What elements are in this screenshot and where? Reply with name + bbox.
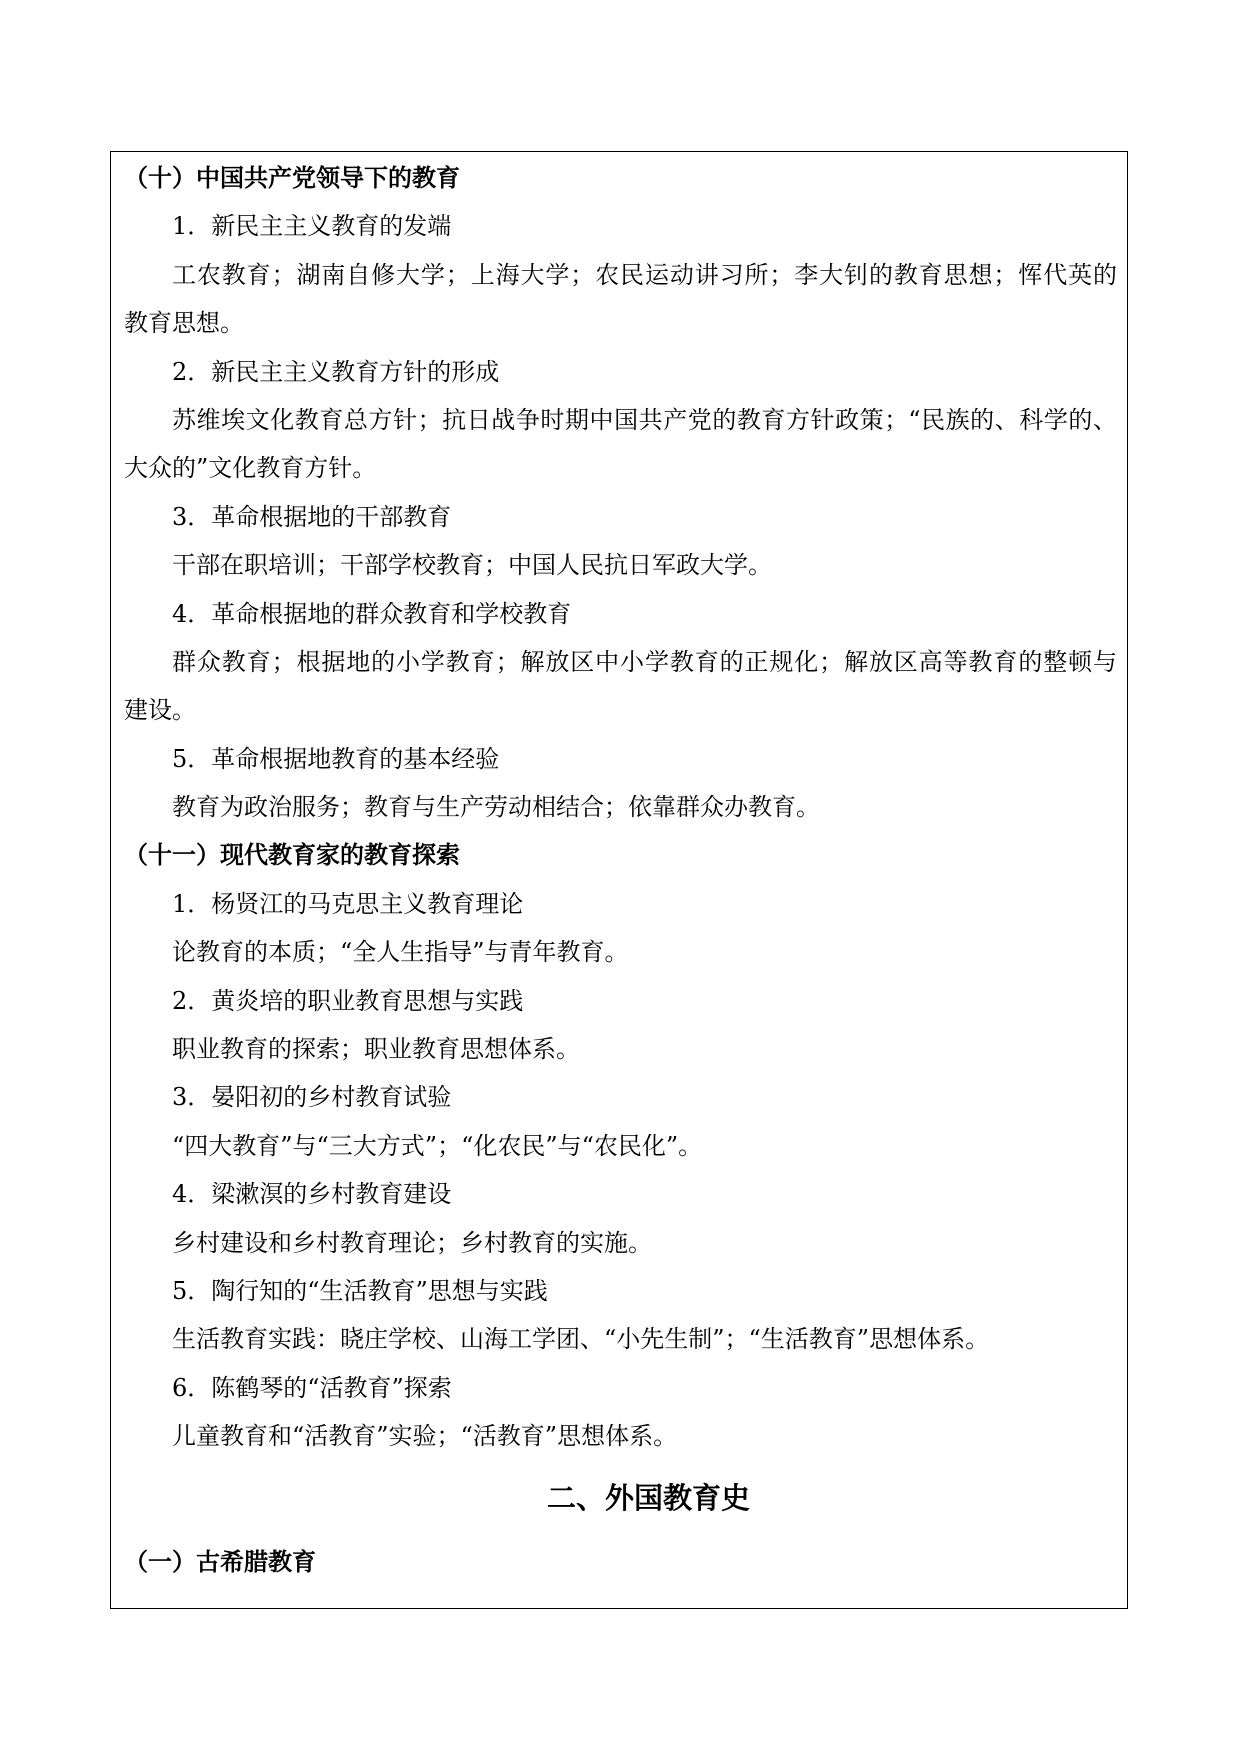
item-title: 4．革命根据地的群众教育和学校教育 (172, 599, 572, 628)
item-title: 4．梁漱溟的乡村教育建设 (172, 1180, 452, 1209)
item-title: 2．黄炎培的职业教育思想与实践 (172, 986, 524, 1015)
part-title: 二、外国教育史 (546, 1480, 750, 1515)
item-text: “四大教育”与“三大方式”；“化农民”与“农民化”。 (172, 1131, 703, 1160)
item-text: 教育思想。 (124, 309, 244, 338)
item-text: 职业教育的探索；职业教育思想体系。 (172, 1035, 580, 1064)
item-title: 3．晏阳初的乡村教育试验 (172, 1083, 452, 1112)
item-text: 生活教育实践：晓庄学校、山海工学团、“小先生制”；“生活教育”思想体系。 (172, 1325, 990, 1354)
item-title: 1．杨贤江的马克思主义教育理论 (172, 889, 524, 918)
section-heading-ancient-greece: （一）古希腊教育 (124, 1546, 316, 1576)
item-text: 教育为政治服务；教育与生产劳动相结合；依靠群众办教育。 (172, 793, 820, 822)
item-title: 1．新民主主义教育的发端 (172, 212, 452, 241)
item-text: 乡村建设和乡村教育理论；乡村教育的实施。 (172, 1228, 652, 1257)
item-text: 论教育的本质；“全人生指导”与青年教育。 (172, 938, 629, 967)
syllabus-content-box (110, 151, 1128, 1609)
item-text: 干部在职培训；干部学校教育；中国人民抗日军政大学。 (172, 551, 772, 580)
item-text: 儿童教育和“活教育”实验；“活教育”思想体系。 (172, 1422, 678, 1451)
item-text: 苏维埃文化教育总方针；抗日战争时期中国共产党的教育方针政策；“民族的、科学的、 (172, 405, 1117, 434)
item-title: 5．革命根据地教育的基本经验 (172, 744, 500, 773)
item-text: 群众教育；根据地的小学教育；解放区中小学教育的正规化；解放区高等教育的整顿与 (172, 647, 1117, 676)
item-title: 6．陈鹤琴的“活教育”探索 (172, 1373, 452, 1402)
item-title: 2．新民主主义教育方针的形成 (172, 357, 500, 386)
section-heading-ten: （十）中国共产党领导下的教育 (124, 163, 460, 192)
item-title: 3．革命根据地的干部教育 (172, 502, 452, 531)
item-text: 建设。 (124, 696, 196, 725)
item-text: 工农教育；湖南自修大学；上海大学；农民运动讲习所；李大钊的教育思想；恽代英的 (172, 260, 1117, 289)
section-heading-eleven: （十一）现代教育家的教育探索 (124, 840, 460, 870)
item-title: 5．陶行知的“生活教育”思想与实践 (172, 1276, 548, 1305)
item-text: 大众的”文化教育方针。 (124, 454, 377, 483)
